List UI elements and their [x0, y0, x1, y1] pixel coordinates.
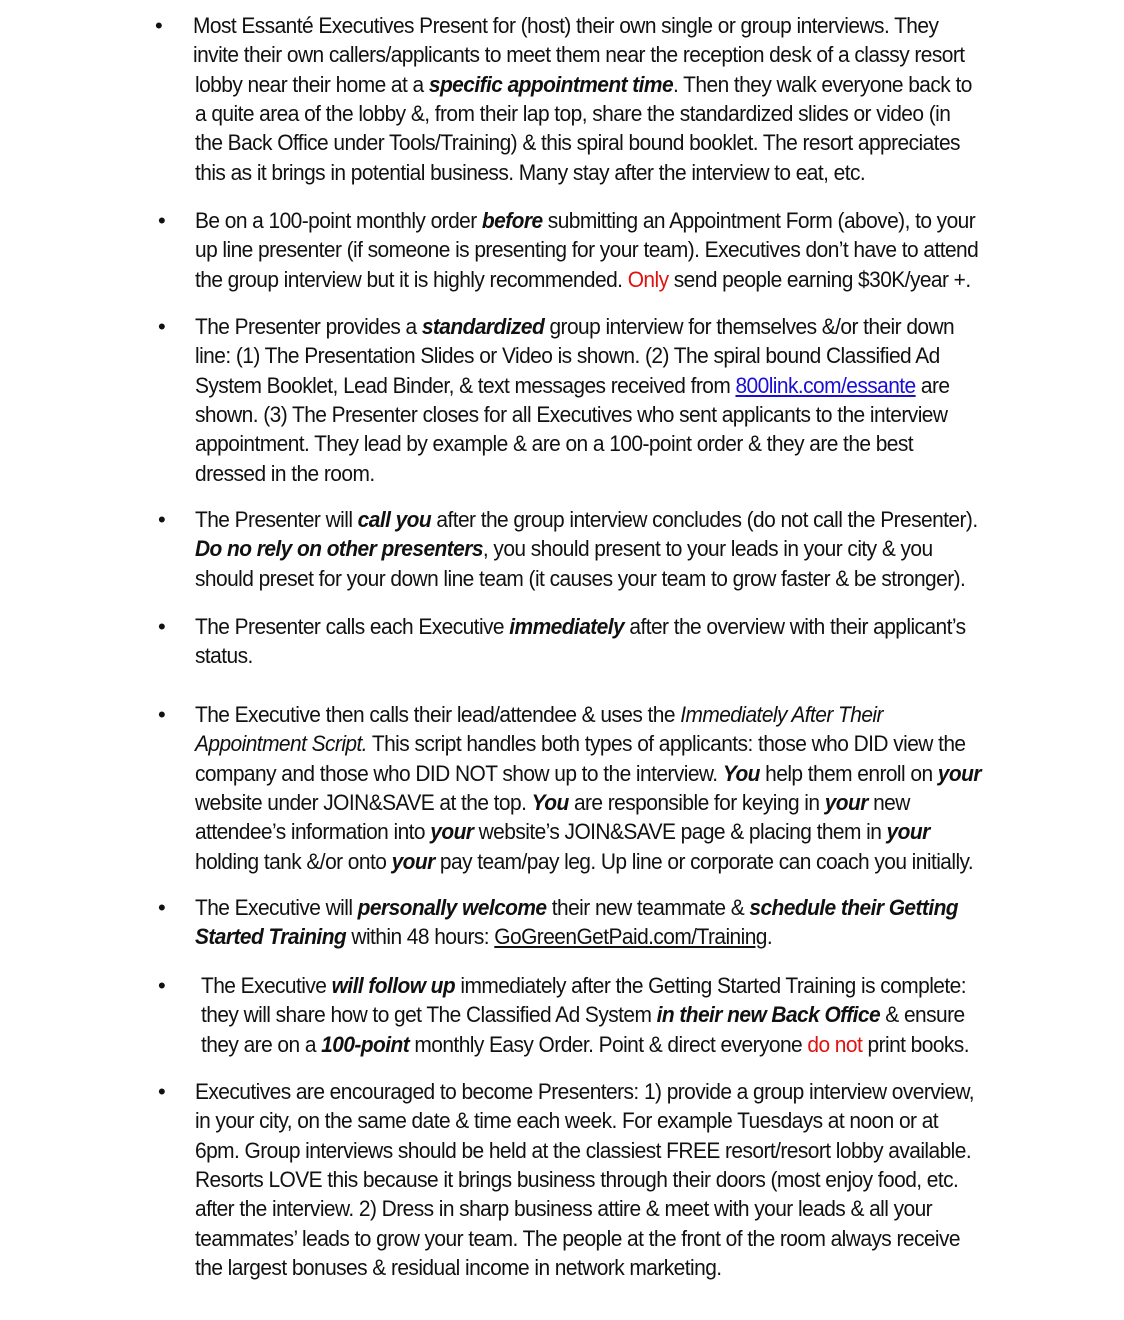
text-run: This script handles both types of applicants: those who DID view the	[367, 731, 966, 757]
text-run: status.	[195, 643, 253, 669]
text-run: line: (1) The Presentation Slides or Video is shown. (2) The spiral bound Classified Ad	[195, 343, 940, 369]
text-line	[195, 1253, 722, 1282]
text-run: Most Essanté Executives Present for (host) their own single or group interviews. They	[193, 13, 939, 38]
emphasis-text: Do no rely on other presenters	[195, 536, 483, 562]
text-line	[195, 534, 933, 563]
text-run: after the overview with their applicant’s	[624, 614, 966, 639]
text-run: attendee’s information into	[195, 819, 431, 845]
text-run: teammates’ leads to grow your team. The people at the front of the room always receive	[195, 1225, 961, 1251]
text-run: monthly Easy Order. Point & direct everyone	[409, 1031, 808, 1057]
hyperlink[interactable]: 800link.com/essante	[735, 372, 916, 398]
text-run: this as it brings in potential business. Many stay after the interview to eat, etc.	[195, 159, 866, 185]
text-run: 6pm. Group interviews should be held at the classiest FREE resort/resort lobby available.	[195, 1137, 972, 1163]
emphasis-text: You	[722, 760, 760, 786]
text-run: pay team/pay leg. Up line or corporate can coach you initially.	[434, 848, 974, 874]
emphasis-text: your	[937, 760, 981, 786]
text-run: they are on a	[201, 1031, 322, 1057]
text-line	[195, 505, 978, 534]
text-line	[195, 99, 950, 128]
text-line	[195, 893, 958, 922]
text-run: appointment. They lead by example & are on a 100-point order & they are the best	[195, 431, 914, 457]
text-line	[195, 1136, 971, 1165]
text-line	[195, 235, 978, 264]
underlined-url[interactable]: GoGreenGetPaid.com/Training	[494, 924, 767, 950]
text-line	[195, 1194, 932, 1223]
text-line	[195, 158, 865, 187]
text-line	[195, 400, 947, 429]
emphasis-text: your	[824, 789, 868, 815]
text-run: lobby near their home at a	[195, 71, 429, 97]
highlight-red-text: do not	[807, 1031, 863, 1057]
emphasis-text: in their new Back Office	[656, 1002, 881, 1028]
text-run: shown. (3) The Presenter closes for all Executives who sent applicants to the interview	[195, 401, 948, 427]
text-run: , you should present to your leads in your city & you	[482, 536, 933, 562]
text-run: the Back Office under Tools/Training) & this spiral bound booklet. The resort appreciates	[195, 130, 960, 156]
text-run: dressed in the room.	[195, 460, 375, 486]
text-line	[201, 971, 966, 1000]
text-line	[195, 371, 949, 400]
text-run: Be on a 100-point monthly order	[195, 208, 482, 233]
text-line	[195, 788, 910, 817]
text-run: they will share how to get The Classified Ad System	[201, 1002, 657, 1028]
bullet-icon: •	[158, 314, 166, 339]
text-run: after the group interview concludes (do not call the Presenter).	[431, 507, 978, 532]
text-line	[195, 847, 973, 876]
text-run: website under JOIN&SAVE at the top.	[195, 789, 532, 815]
bullet-icon: •	[158, 702, 166, 727]
text-run: within 48 hours:	[346, 924, 495, 950]
text-run: holding tank &/or onto	[195, 848, 392, 874]
text-run: Resorts LOVE this because it brings business through their doors (most enjoy food, etc.	[195, 1166, 959, 1192]
text-line	[195, 1165, 958, 1194]
text-line	[195, 700, 883, 729]
text-run: Executives are encouraged to become Presenters: 1) provide a group interview overview,	[195, 1079, 974, 1104]
bullet-icon: •	[158, 614, 166, 639]
bullet-icon: •	[158, 973, 166, 998]
text-run: are	[915, 372, 950, 398]
italic-text: Appointment Script.	[195, 731, 368, 757]
text-line	[195, 1224, 960, 1253]
text-line	[195, 729, 966, 758]
text-line	[193, 11, 938, 40]
emphasis-text: will follow up	[331, 973, 456, 998]
emphasis-text: You	[531, 789, 569, 815]
text-line	[195, 206, 975, 235]
bullet-icon: •	[155, 13, 163, 38]
text-run: & ensure	[880, 1002, 965, 1028]
text-run: a quite area of the lobby &, from their lap top, share the standardized slides or video (in	[195, 100, 951, 126]
text-line	[195, 612, 966, 641]
emphasis-text: 100-point	[321, 1031, 410, 1057]
text-run: group interview for themselves &/or their down	[544, 314, 955, 339]
text-run: their new teammate &	[546, 895, 750, 920]
text-line	[201, 1030, 969, 1059]
text-line	[195, 429, 913, 458]
text-run: should preset for your down line team (it causes your team to grow faster & be stronger).	[195, 565, 966, 591]
emphasis-text: standardized	[421, 314, 545, 339]
text-run: The Presenter calls each Executive	[195, 614, 510, 639]
text-run: The Executive	[201, 973, 332, 998]
text-run: up line presenter (if someone is presenting for your team). Executives don’t have to attend	[195, 237, 979, 263]
text-line	[195, 641, 253, 670]
text-run: print books.	[862, 1031, 969, 1057]
text-run: The Presenter will	[195, 507, 358, 532]
text-run: .	[766, 924, 773, 950]
text-line	[195, 265, 971, 294]
emphasis-text: immediately	[509, 614, 625, 639]
text-run: are responsible for keying in	[568, 789, 825, 815]
text-run: new	[867, 789, 910, 815]
text-run: send people earning $30K/year +.	[668, 266, 971, 292]
text-run: help them enroll on	[759, 760, 938, 786]
bullet-icon: •	[158, 895, 166, 920]
text-run: The Presenter provides a	[195, 314, 422, 339]
italic-text: Immediately After Their	[680, 702, 883, 727]
text-run: in your city, on the same date & time each week. For example Tuesdays at noon or at	[195, 1108, 939, 1134]
text-run: . Then they walk everyone back to	[673, 71, 972, 97]
text-run: immediately after the Getting Started Training is complete:	[455, 973, 966, 998]
bullet-icon: •	[158, 507, 166, 532]
text-run: website’s JOIN&SAVE page & placing them in	[473, 819, 887, 845]
text-line	[195, 341, 940, 370]
text-line	[195, 1077, 974, 1106]
emphasis-text: your	[391, 848, 435, 874]
text-run: the group interview but it is highly recommended.	[195, 266, 628, 292]
bullet-icon: •	[158, 208, 166, 233]
text-run: the largest bonuses & residual income in network marketing.	[195, 1254, 722, 1280]
text-run: company and those who DID NOT show up to the interview.	[195, 760, 723, 786]
emphasis-text: call you	[357, 507, 432, 532]
text-line	[195, 312, 954, 341]
text-line	[195, 922, 772, 951]
text-line	[195, 128, 960, 157]
text-line	[195, 1106, 938, 1135]
text-line	[195, 70, 972, 99]
text-line	[193, 40, 965, 69]
emphasis-text: before	[481, 208, 543, 233]
emphasis-text: specific appointment time	[428, 71, 674, 97]
text-line	[195, 759, 981, 788]
emphasis-text: personally welcome	[357, 895, 547, 920]
text-run: invite their own callers/applicants to meet them near the reception desk of a classy resort	[193, 42, 965, 68]
text-run: The Executive then calls their lead/attendee & uses the	[195, 702, 681, 727]
emphasis-text: your	[430, 819, 474, 845]
emphasis-text: Started Training	[195, 924, 347, 950]
emphasis-text: your	[886, 819, 930, 845]
text-line	[195, 564, 965, 593]
emphasis-text: schedule their Getting	[749, 895, 959, 920]
bullet-icon: •	[158, 1079, 166, 1104]
highlight-red-text: Only	[627, 266, 669, 292]
text-line	[195, 817, 930, 846]
text-line	[201, 1000, 965, 1029]
text-run: The Executive will	[195, 895, 358, 920]
text-run: submitting an Appointment Form (above), to your	[542, 208, 976, 233]
text-run: System Booklet, Lead Binder, & text messages received from	[195, 372, 736, 398]
text-line	[195, 459, 375, 488]
text-run: after the interview. 2) Dress in sharp business attire & meet with your leads & all your	[195, 1196, 933, 1222]
